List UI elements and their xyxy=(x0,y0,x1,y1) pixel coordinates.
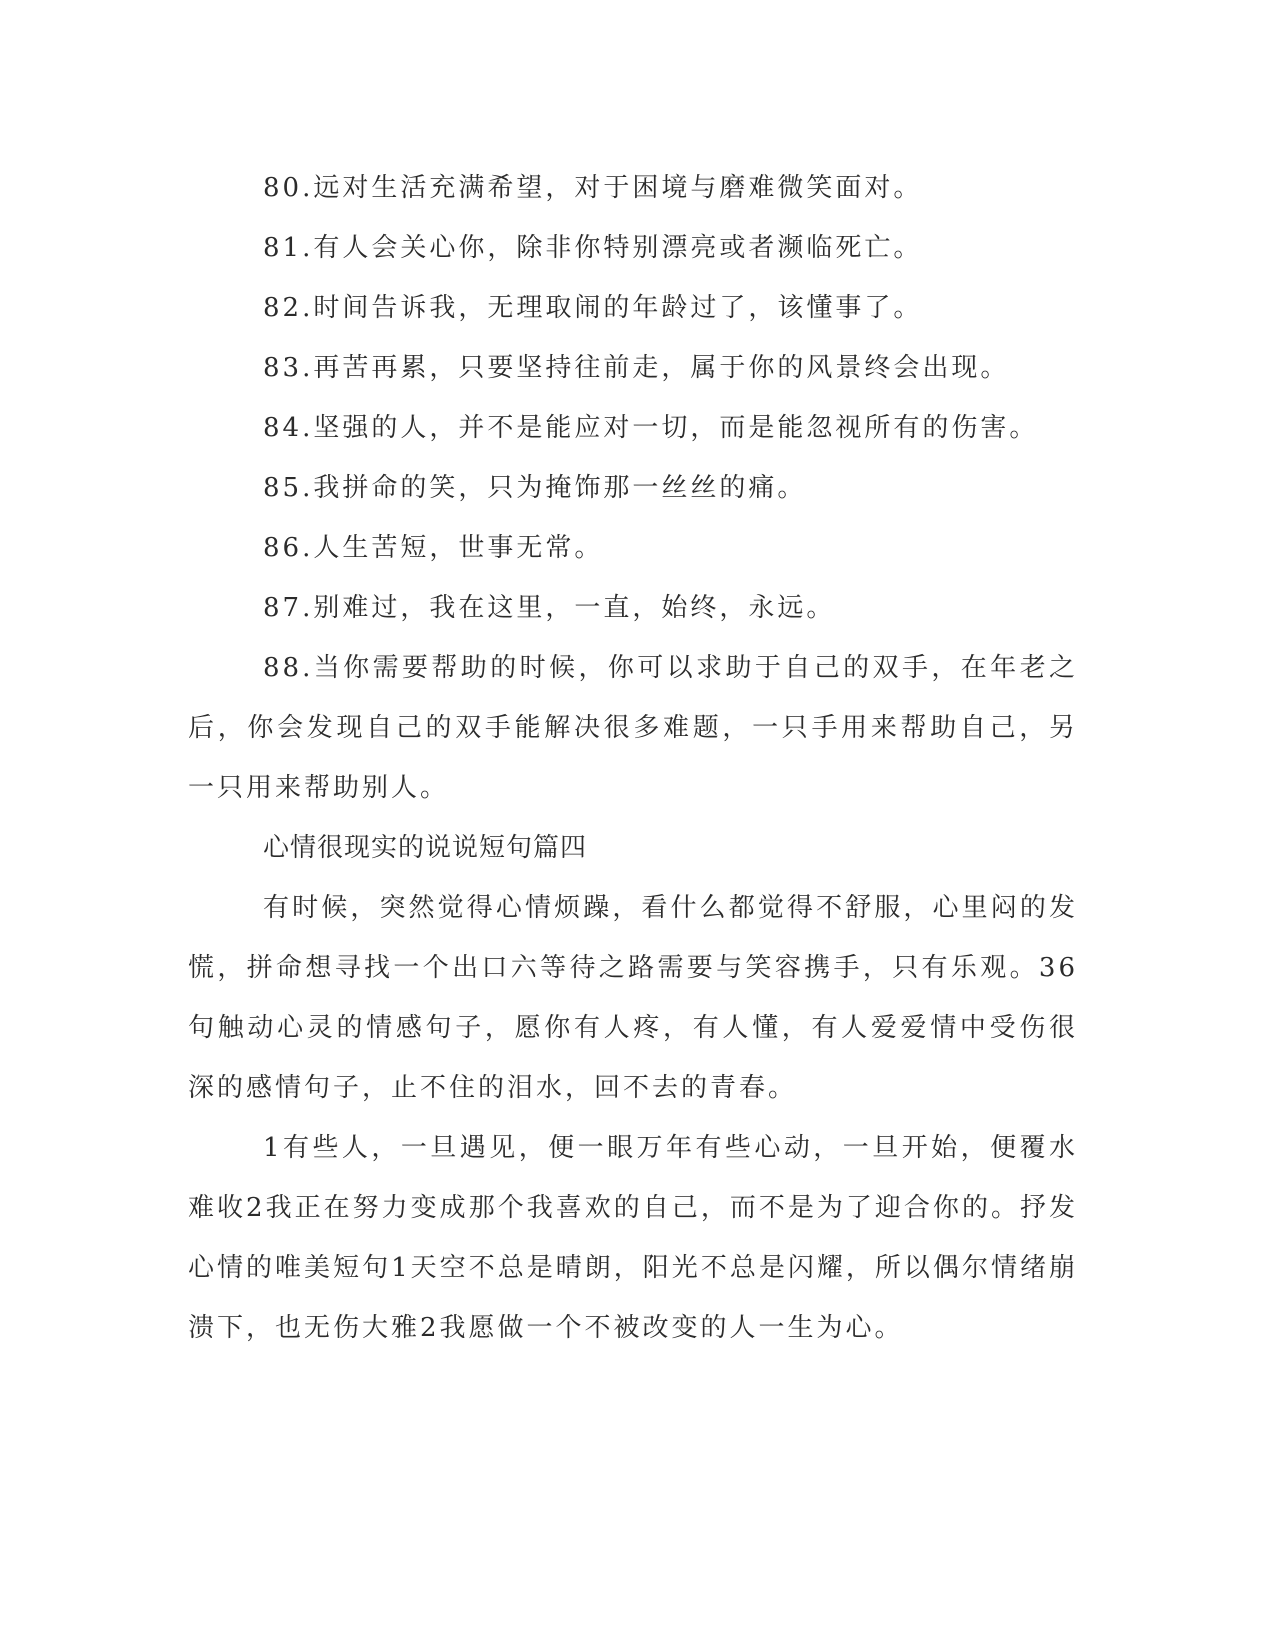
document-body xyxy=(188,158,1078,1358)
list-item: 80.远对生活充满希望，对于困境与磨难微笑面对。 xyxy=(263,173,923,203)
list-item: 86.人生苦短，世事无常。 xyxy=(263,533,604,563)
section-heading: 心情很现实的说说短句篇四 xyxy=(263,833,588,863)
list-item: 84.坚强的人，并不是能应对一切，而是能忽视所有的伤害。 xyxy=(263,413,1039,443)
list-item: 82.时间告诉我，无理取闹的年龄过了，该懂事了。 xyxy=(263,293,923,323)
list-item: 87.别难过，我在这里，一直，始终，永远。 xyxy=(263,593,836,623)
list-item: 85.我拼命的笑，只为掩饰那一丝丝的痛。 xyxy=(263,473,807,503)
list-item: 83.再苦再累，只要坚持往前走，属于你的风景终会出现。 xyxy=(263,353,1010,383)
list-item: 81.有人会关心你，除非你特别漂亮或者濒临死亡。 xyxy=(263,233,923,263)
list-item: 88.当你需要帮助的时候，你可以求助于自己的双手，在年老之后，你会发现自己的双手能解决很多难题，一只手用来帮助自己，另一只用来帮助别人。 xyxy=(188,653,1078,803)
body-paragraph: 1有些人，一旦遇见，便一眼万年有些心动，一旦开始，便覆水难收2我正在努力变成那个我喜欢的自己，而不是为了迎合你的。抒发心情的唯美短句1天空不总是晴朗，阳光不总是闪耀，所以偶尔情绪崩溃下，也无伤大雅2我愿做一个不被改变的人一生为心。 xyxy=(188,1133,1078,1343)
body-paragraph: 有时候，突然觉得心情烦躁，看什么都觉得不舒服，心里闷的发慌，拼命想寻找一个出口六等待之路需要与笑容携手，只有乐观。36句触动心灵的情感句子，愿你有人疼，有人懂，有人爱爱情中受伤很深的感情句子，止不住的泪水，回不去的青春。 xyxy=(188,893,1078,1103)
